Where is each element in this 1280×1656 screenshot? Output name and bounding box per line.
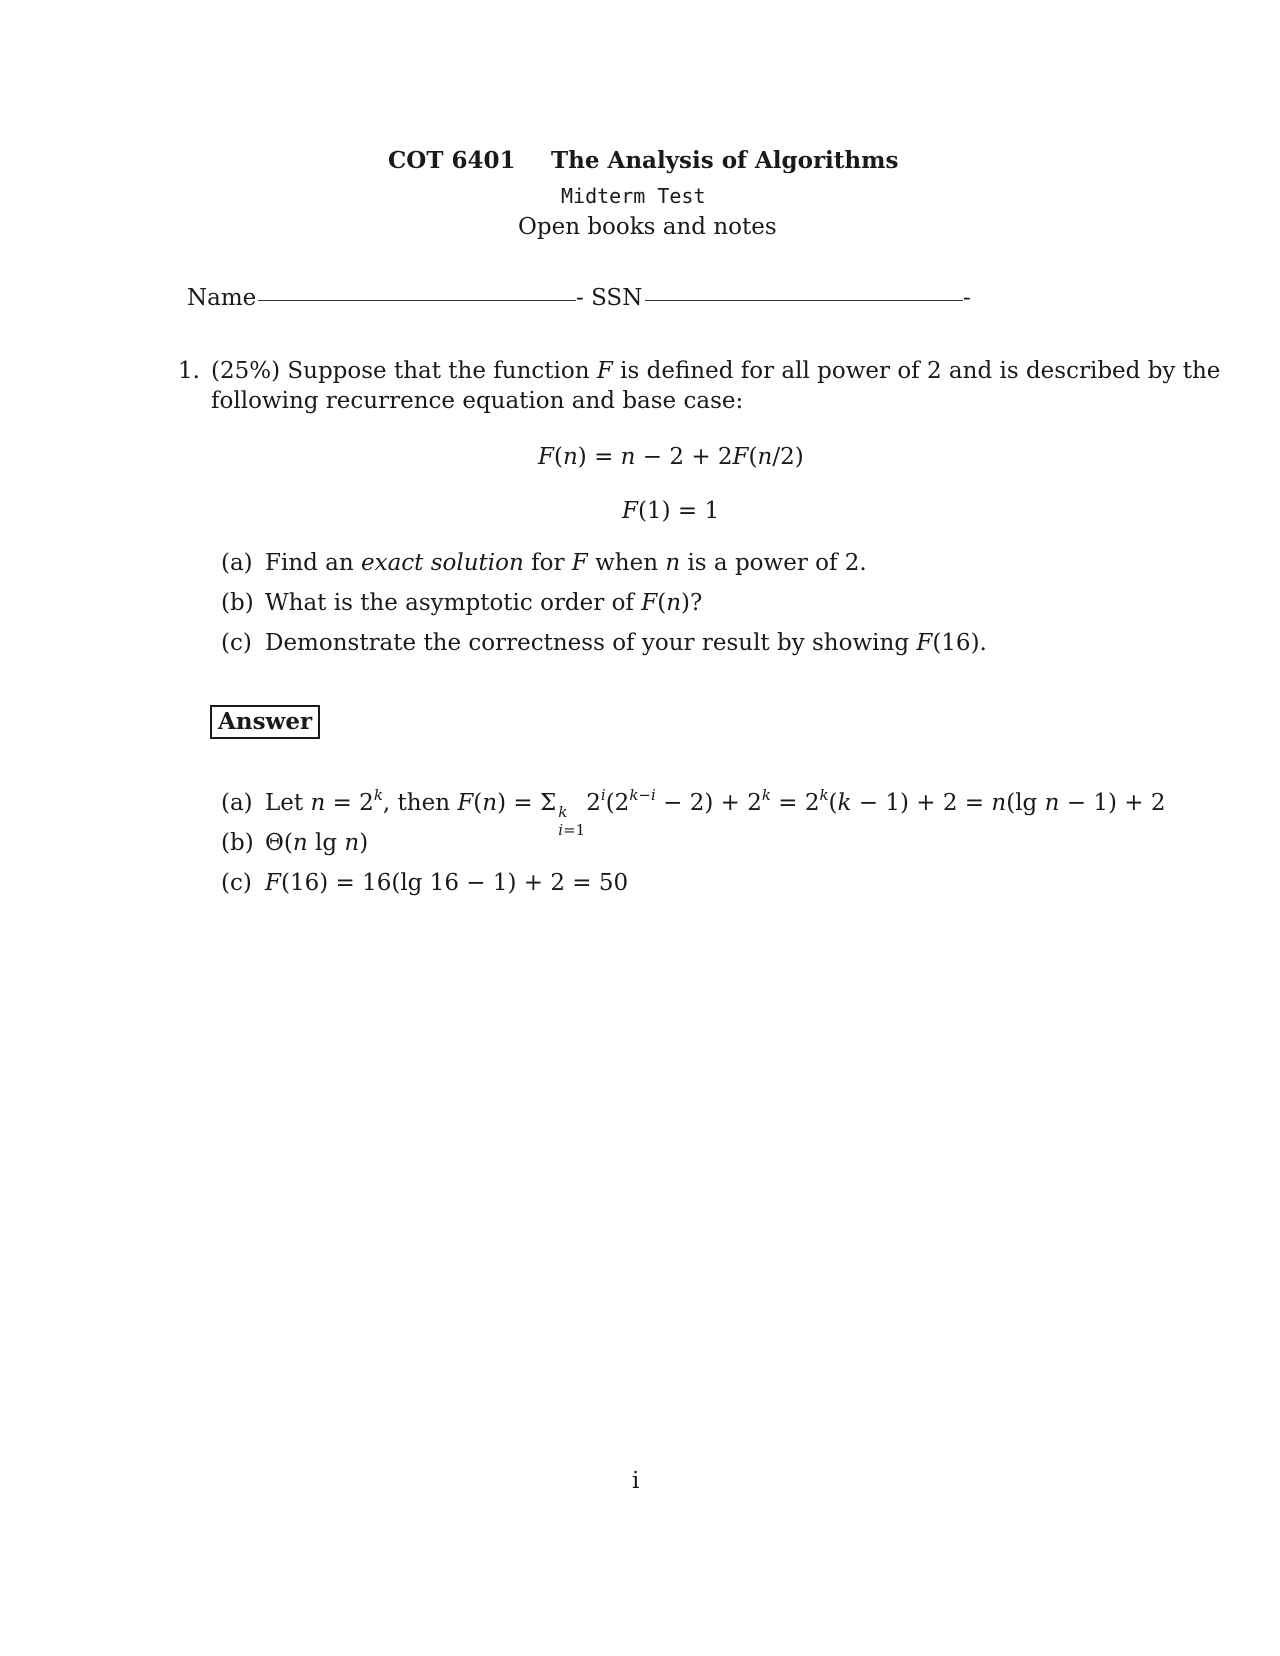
ssn-line [645, 300, 963, 301]
part-c-label: (c) [221, 630, 252, 656]
question-number: 1. [178, 358, 200, 384]
question-line-1: (25%) Suppose that the function F is defined for all power of 2 and is described by the [211, 358, 1221, 384]
answer-a-label: (a) [221, 790, 253, 816]
part-c-text: Demonstrate the correctness of your result by showing F(16). [265, 630, 987, 656]
course-code: COT 6401 [388, 147, 516, 174]
exam-rules: Open books and notes [518, 214, 777, 240]
part-a-text: Find an exact solution for F when n is a power of 2. [265, 550, 867, 576]
part-b-label: (b) [221, 590, 254, 616]
answer-heading: Answer [210, 705, 320, 739]
answer-b-label: (b) [221, 830, 254, 856]
answer-c-text: F(16) = 16(lg 16 − 1) + 2 = 50 [265, 870, 629, 896]
part-a-label: (a) [221, 550, 253, 576]
question-line-2: following recurrence equation and base case: [211, 388, 744, 414]
answer-b-text: Θ(n lg n) [265, 830, 369, 856]
base-case-equation: F(1) = 1 [622, 498, 720, 524]
part-b-text: What is the asymptotic order of F(n)? [265, 590, 703, 616]
course-title: The Analysis of Algorithms [551, 147, 899, 174]
answer-c-label: (c) [221, 870, 252, 896]
page-number: i [632, 1468, 640, 1494]
recurrence-equation: F(n) = n − 2 + 2F(n/2) [538, 444, 804, 470]
exam-name: Midterm Test [561, 184, 706, 208]
answer-a-text: Let $n = 2^k$, then F(n) = Σ k i=1 $2^i(2^{k-i} - 2) + 2^k = 2^k(k - 1) + 2 = n(\lg$ n − 1) + 2 [265, 786, 1166, 839]
ssn-label: - SSN [576, 285, 643, 311]
name-label: Name [187, 285, 257, 311]
ssn-tail-dash: - [963, 285, 971, 311]
name-line [258, 300, 576, 301]
